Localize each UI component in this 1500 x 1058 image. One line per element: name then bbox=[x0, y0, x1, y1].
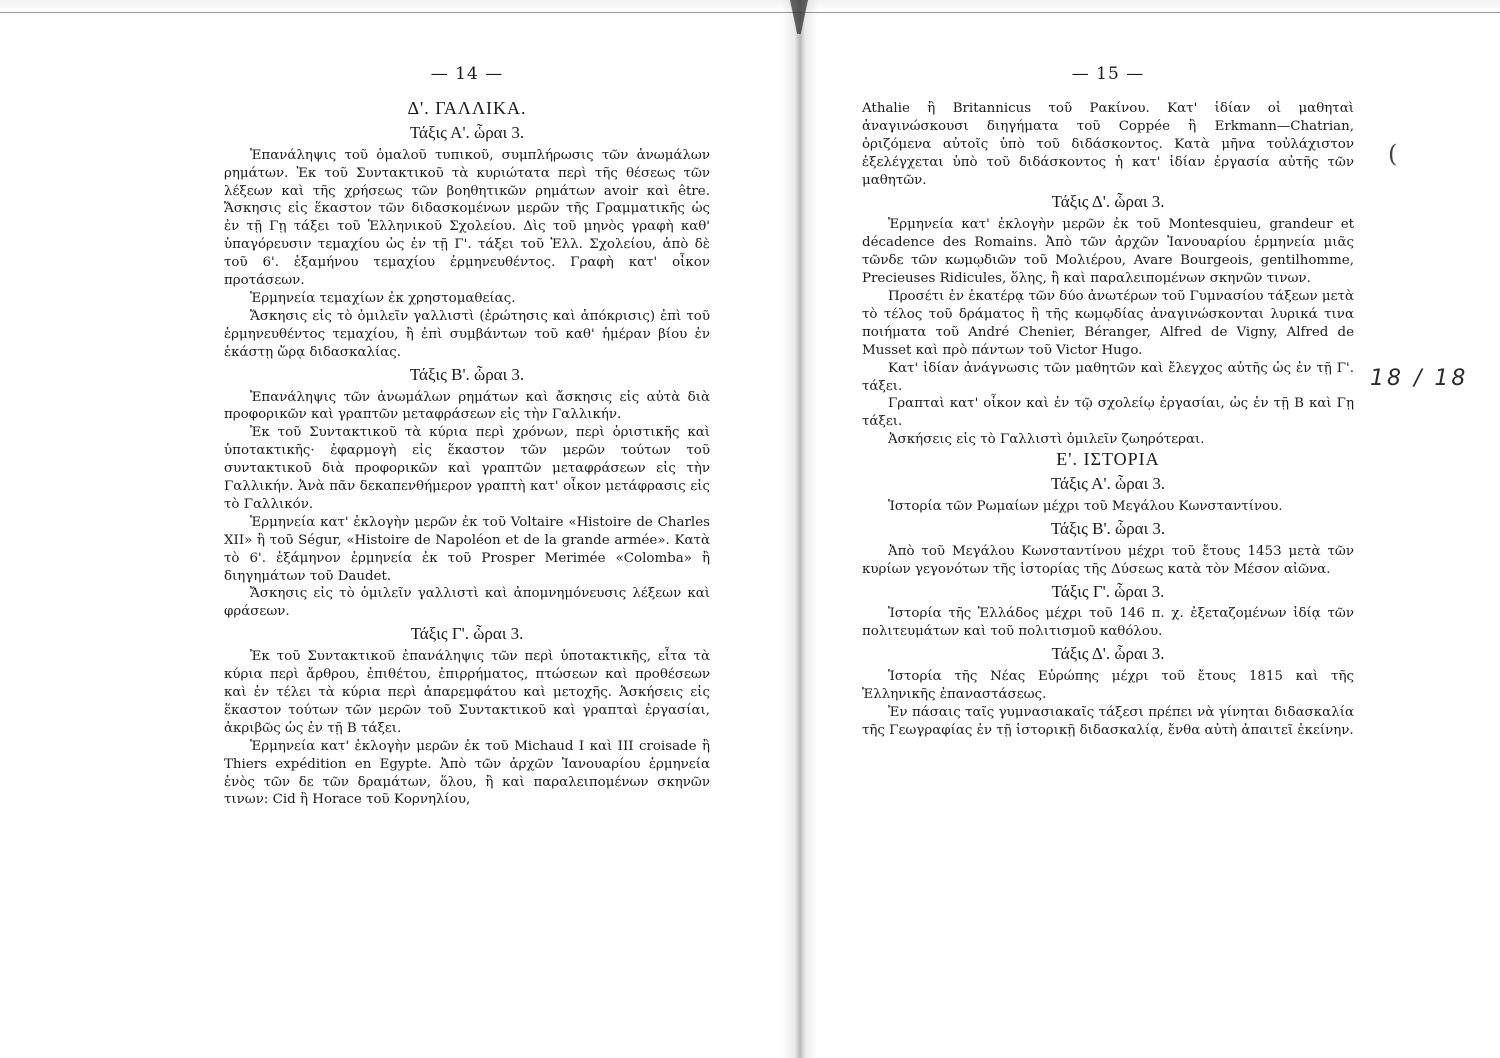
paragraph: Ἀπὸ τοῦ Μεγάλου Κωνσταντίνου μέχρι τοῦ ἔτους 1453 μετὰ τῶν κυρίων γεγονότων τῆς ἱστορίας τῆς Δύσεως κατὰ τὸν Μέσον αἰῶνα. bbox=[862, 543, 1354, 577]
left-page-number: — 14 — bbox=[430, 64, 504, 84]
class-heading: Τάξις Γ'. ὧραι 3. bbox=[410, 624, 524, 644]
left-page bbox=[224, 66, 710, 809]
class-heading: Τάξις Γ'. ὧραι 3. bbox=[1051, 581, 1165, 601]
paragraph: Ἱστορία τῶν Ρωμαίων μέχρι τοῦ Μεγάλου Κωνσταντίνου. bbox=[888, 498, 1283, 514]
paragraph: Ἐπανάληψις τῶν ἀνωμάλων ρημάτων καὶ ἄσκησις εἰς αὐτὰ διὰ προφορικῶν καὶ γραπτῶν μεταφράσεων εἰς τὴν Γαλλικήν. bbox=[224, 389, 710, 423]
book-spine-shadow bbox=[782, 0, 818, 1058]
class-heading: Τάξις Β'. ὧραι 3. bbox=[1050, 518, 1166, 538]
class-heading: Τάξις Δ'. ὧραι 3. bbox=[1051, 192, 1165, 212]
class-heading: Τάξις Β'. ὧραι 3. bbox=[409, 364, 525, 384]
paragraph: Ἑρμηνεία κατ' ἐκλογὴν μερῶν ἐκ τοῦ Voltaire «Histoire de Charles XII» ἢ τοῦ Ségur, «Histoire de Napoléon et de la grande armée». Κατὰ τὸ 6'. ἑξάμηνον ἑρμηνεία ἐκ τοῦ Prosper Merimée «Colomba» ἢ διηγημάτων τοῦ Daudet. bbox=[224, 514, 710, 584]
margin-bracket-mark: ( bbox=[1388, 140, 1398, 168]
paragraph: Ἀσκήσεις εἰς τὸ Γαλλιστὶ ὁμιλεῖν ζωηρότεραι. bbox=[888, 432, 1205, 448]
paragraph: Ἐν πάσαις ταῖς γυμνασιακαῖς τάξεσι πρέπει νὰ γίνηται διδασκαλία τῆς Γεωγραφίας ἐν τῇ ἱστορικῇ διδασκαλίᾳ, ἔνθα αὐτὴ ἀπαιτεῖ ἐκείνην. bbox=[862, 705, 1354, 738]
paragraph: Ἐκ τοῦ Συντακτικοῦ τὰ κύρια περὶ χρόνων, περὶ ὁριστικῆς καὶ ὑποτακτικῆς· ἐφαρμογὴ εἰς ἕκαστον τῶν μερῶν τούτων τοῦ συντακτικοῦ διὰ προφορικῶν καὶ γραπτῶν μεταφράσεων εἰς τὴν Γαλλικήν. Ἀνὰ πᾶν δεκαπενθήμερον γραπτὴ κατ' οἶκον μετάφρασις εἰς τὸ Γαλλικόν. bbox=[224, 425, 710, 512]
class-heading: Τάξις Α'. ὧραι 3. bbox=[1050, 474, 1166, 494]
handwritten-margin-note: 18 / 18 bbox=[1370, 366, 1469, 391]
paragraph: Γραπταὶ κατ' οἶκον καὶ ἐν τῷ σχολείῳ ἐργασίαι, ὡς ἐν τῇ Β καὶ Γῃ τάξει. bbox=[862, 396, 1354, 430]
paragraph: Ἄσκησις εἰς τὸ ὁμιλεῖν γαλλιστὶ καὶ ἀπομνημόνευσις λέξεων καὶ φράσεων. bbox=[224, 586, 710, 620]
paragraph: Ἱστορία τῆς Ἑλλάδος μέχρι τοῦ 146 π. χ. ἐξεταζομένων ἰδίᾳ τῶν πολιτευμάτων καὶ τοῦ πολιτισμοῦ καθόλου. bbox=[862, 606, 1354, 640]
class-heading: Τάξις Δ'. ὧραι 3. bbox=[1051, 644, 1165, 664]
paragraph: Προσέτι ἐν ἑκατέρᾳ τῶν δύο ἀνωτέρων τοῦ Γυμνασίου τάξεων μετὰ τὸ τέλος τοῦ δράματος ἢ τῆς κωμῳδίας ἀναγινώσκονται λυρικά τινα ποιήματα τοῦ André Chenier, Béranger, Alfred de Vigny, Alfred de Musset καὶ πρὸ πάντων τοῦ Victor Hugo. bbox=[862, 288, 1354, 358]
class-heading: Τάξις Α'. ὧραι 3. bbox=[409, 122, 525, 142]
paragraph-continued: Athalie ἢ Britannicus τοῦ Ρακίνου. Κατ' ἰδίαν οἱ μαθηταὶ ἀναγινώσκουσι διηγήματα τοῦ Coppée ἢ Erkmann—Chatrian, ὁριζόμενα αὐτοῖς ὑπὸ τοῦ διδάσκοντος. Κατὰ μῆνα τοὐλάχιστον ἐξελέγχεται ὑπὸ τοῦ διδάσκοντος ἡ κατ' ἰδίαν ἐργασία αὐτῆς τῶν μαθητῶν. bbox=[862, 100, 1354, 188]
paragraph: Κατ' ἰδίαν ἀνάγνωσις τῶν μαθητῶν καὶ ἔλεγχος αὐτῆς ὡς ἐν τῇ Γ'. τάξει. bbox=[862, 360, 1354, 394]
paragraph: Ἱστορία τῆς Νέας Εὐρώπης μέχρι τοῦ ἔτους 1815 καὶ τῆς Ἑλληνικῆς ἐπαναστάσεως. bbox=[862, 669, 1354, 703]
paragraph: Ἑρμηνεία τεμαχίων ἐκ χρηστομαθείας. bbox=[250, 290, 516, 306]
right-page-number: — 15 — bbox=[1071, 64, 1145, 84]
right-page-body bbox=[862, 100, 1354, 740]
paragraph: Ἐκ τοῦ Συντακτικοῦ ἐπανάληψις τῶν περὶ ὑποτακτικῆς, εἶτα τὰ κύρια περὶ ἄρθρου, ἐπιθέτου, ἐπιρρήματος, πτώσεων καὶ προθέσεων καὶ ἐν τέλει τὰ κύρια περὶ ἀπαρεμφάτου καὶ μετοχῆς. Ἀσκήσεις εἰς ἕκαστον τούτων τῶν μερῶν τοῦ Συντακτικοῦ καὶ γραπταὶ ἐργασίαι, ἀκριβῶς ὡς ἐν τῇ Β τάξει. bbox=[224, 649, 710, 736]
left-section-title: Δ'. ΓΑΛΛΙΚΑ. bbox=[407, 97, 527, 118]
paragraph: Ἑρμηνεία κατ' ἐκλογὴν μερῶν ἐκ τοῦ Montesquieu, grandeur et décadence des Romains. Ἀπὸ τῶν ἀρχῶν Ἰανουαρίου ἑρμηνεία μιᾶς τῶνδε τῶν κωμῳδιῶν τοῦ Μολιέρου, Avare Bourgeois, gentilhomme, Precieuses Ridicules, ὅλης, ἢ καὶ παραλειπομένων σκηνῶν τινων. bbox=[862, 217, 1354, 287]
section-title: Ε'. ΙΣΤΟΡΙΑ bbox=[1056, 449, 1160, 470]
scan-top-edge bbox=[0, 0, 1500, 13]
paragraph: Ἄσκησις εἰς τὸ ὁμιλεῖν γαλλιστὶ (ἐρώτησις καὶ ἀπόκρισις) ἐπὶ τοῦ ἑρμηνευθέντος τεμαχίου, ἢ ἐπὶ συμβάντων τοῦ καθ' ἡμέραν βίου ἐν ἑκάστῃ ὥρᾳ διδασκαλίας. bbox=[224, 308, 710, 360]
paragraph: Ἑρμηνεία κατ' ἐκλογὴν μερῶν ἐκ τοῦ Michaud I καὶ III croisade ἢ Thiers expédition en Egypte. Ἀπὸ τῶν ἀρχῶν Ἰανουαρίου ἑρμηνεία ἑνὸς τῶν δε τῶν δραμάτων, ὅλου, ἢ καὶ παραλειπομένων σκηνῶν τινων: Cid ἢ Horace τοῦ Κορνηλίου, bbox=[224, 738, 710, 808]
right-page bbox=[862, 66, 1354, 740]
left-page-body bbox=[224, 124, 710, 810]
paragraph: Ἐπανάληψις τοῦ ὁμαλοῦ τυπικοῦ, συμπλήρωσις τῶν ἀνωμάλων ρημάτων. Ἐκ τοῦ Συντακτικοῦ τὰ κυριώτατα περὶ τῆς θέσεως τῶν λέξεων καὶ τῆς χρήσεως τῶν βοηθητικῶν ρημάτων avoir καὶ être. Ἄσκησις εἰς ἕκαστον τῶν διδασκομένων μερῶν τῆς Γραμματικῆς ὡς ἐν τῇ Γῃ τάξει τοῦ Ἑλληνικοῦ Σχολείου. Δὶς τοῦ μηνὸς γραφὴ καθ' ὑπαγόρευσιν τεμαχίου ὡς ἐν τῇ Γ'. τάξει τοῦ Ἑλλ. Σχολείου, ἀπὸ δὲ τοῦ 6'. ἑξαμήνου τεμαχίου ἑρμηνευθέντος. Γραφὴ κατ' οἶκον προτάσεων. bbox=[224, 147, 710, 289]
